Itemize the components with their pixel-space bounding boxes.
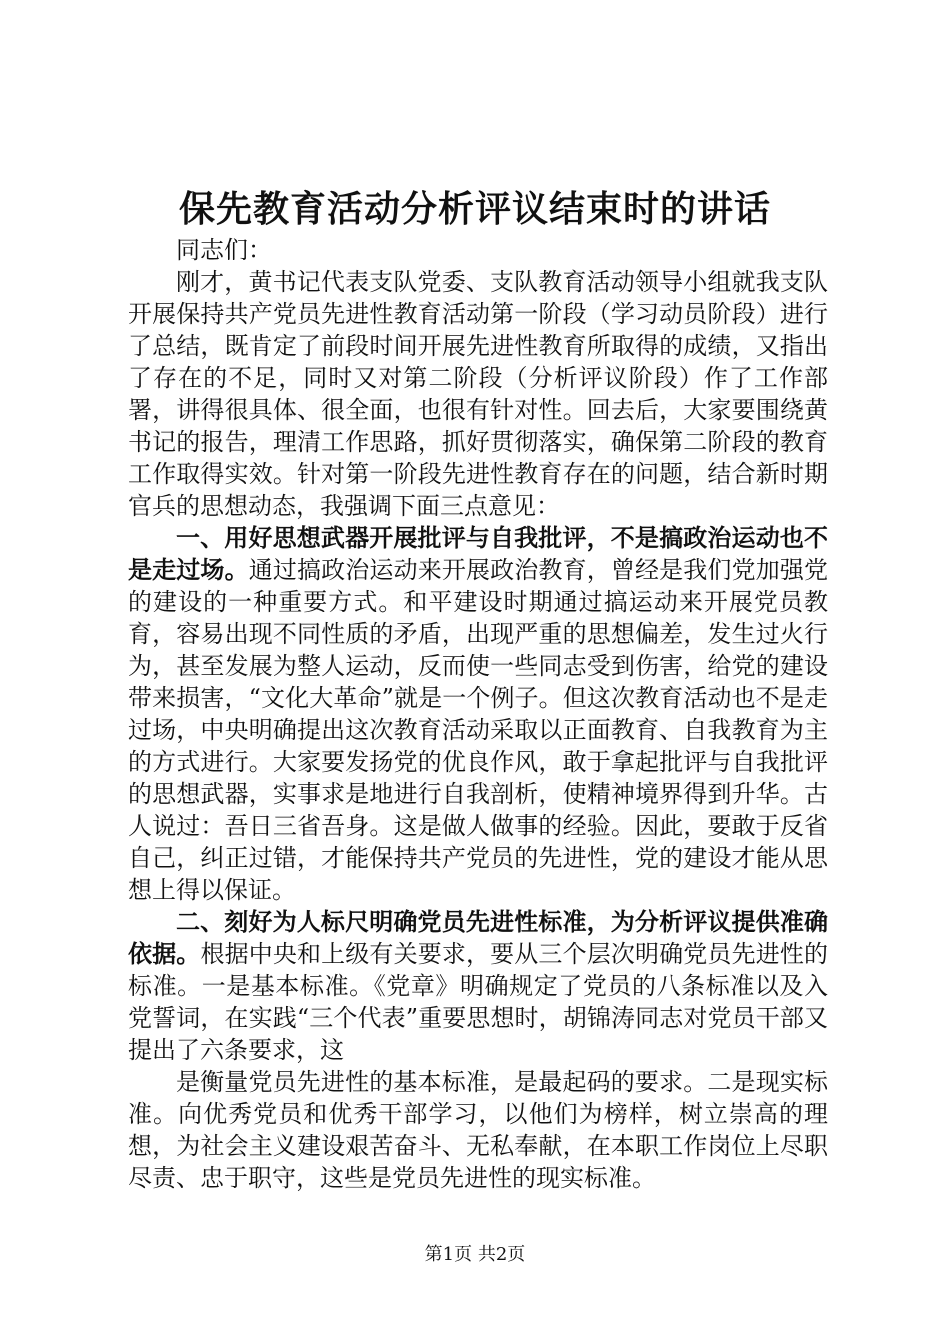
point-2-text: 根据中央和上级有关要求，要从三个层次明确党员先进性的标准。一是基本标准。《党章》明确规定了党员的八条标准以及入党誓词，在实践“三个代表”重要思想时，胡锦涛同志对党员干部又提出了六条要求，这 [128, 940, 829, 1064]
document-title: 保先教育活动分析评议结束时的讲话 [178, 188, 771, 230]
point-2-heading: 二、刻好为人标尺明确党员先进性标准，为分析评议提供准确依据。 [128, 907, 828, 968]
paragraph-intro: 刚才，黄书记代表支队党委、支队教育活动领导小组就我支队开展保持共产党员先进性教育活动第一阶段（学习动员阶段）进行了总结，既肯定了前段时间开展先进性教育所取得的成绩，又指出了存在的不足，同时又对第二阶段（分析评议阶段）作了工作部署，讲得很具体、很全面，也很有针对性。回去后，大家要围绕黄书记的报告，理清工作思路，抓好贯彻落实，确保第二阶段的教育工作取得实效。针对第一阶段先进性教育存在的问题，结合新时期官兵的思想动态，我强调下面三点意见： [128, 268, 828, 520]
greeting: 同志们： [176, 236, 272, 264]
point-1-heading: 一、用好思想武器开展批评与自我批评，不是搞政治运动也不是走过场。 [128, 523, 828, 584]
point-1-text: 通过搞政治运动来开展政治教育，曾经是我们党加强党的建设的一种重要方式。和平建设时期通过搞运动来开展党员教育，容易出现不同性质的矛盾，出现严重的思想偏差，发生过火行为，甚至发展为整人运动，反而使一些同志受到伤害，给党的建设带来损害，“文化大革命”就是一个例子。但这次教育活动也不是走过场，中央明确提出这次教育活动采取以正面教育、自我教育为主的方式进行。大家要发扬党的优良作风，敢于拿起批评与自我批评的思想武器，实事求是地进行自我剖析，使精神境界得到升华。古人说过：吾日三省吾身。这是做人做事的经验。因此，要敢于反省自己，纠正过错，才能保持共产党员的先进性，党的建设才能从思想上得以保证。 [128, 556, 829, 904]
page-number-footer: 第1页 共2页 [424, 1244, 526, 1265]
document-body [128, 234, 828, 1194]
paragraph-continued: 是衡量党员先进性的基本标准，是最起码的要求。二是现实标准。向优秀党员和优秀干部学习，以他们为榜样，树立崇高的理想，为社会主义建设艰苦奋斗、无私奉献，在本职工作岗位上尽职尽责、忠于职守，这些是党员先进性的现实标准。 [128, 1068, 828, 1192]
paragraph-point-1 [128, 522, 828, 906]
paragraph-point-2 [128, 906, 828, 1066]
